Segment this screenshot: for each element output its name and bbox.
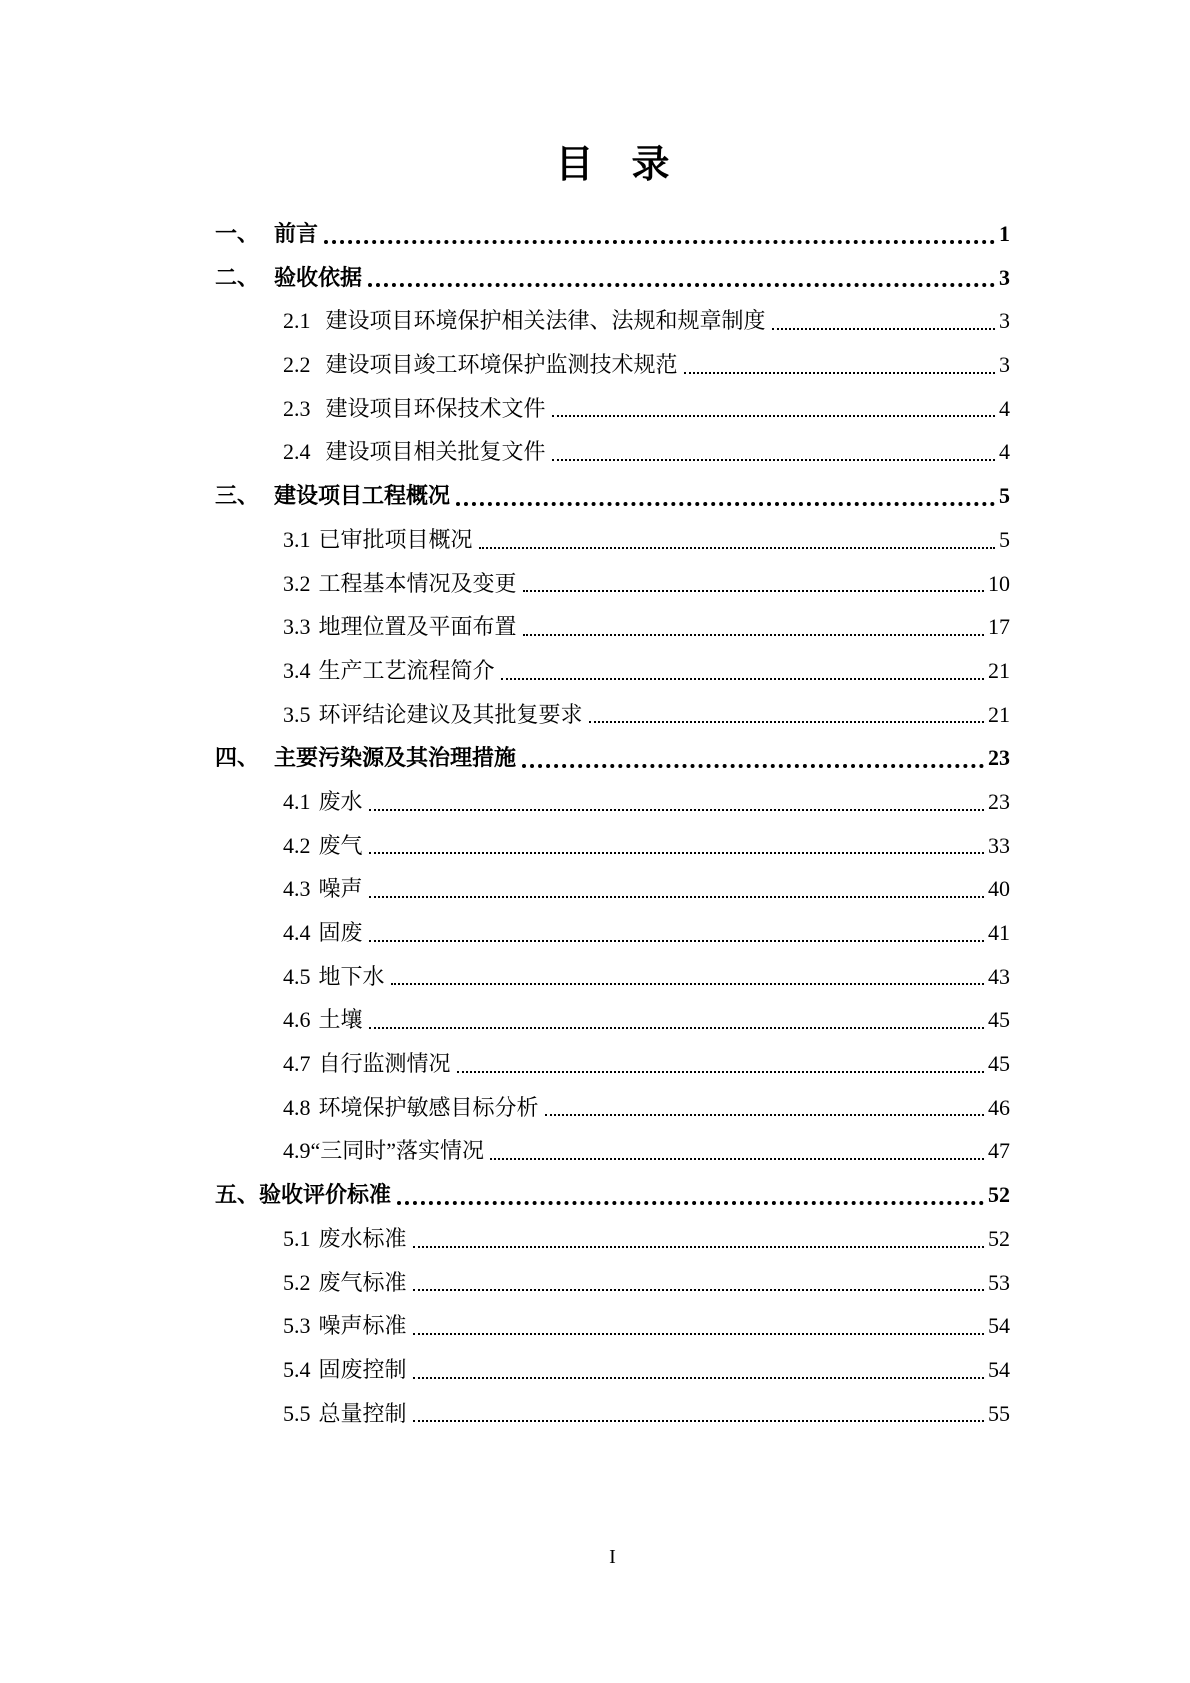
toc-entry-number: 2.1 bbox=[283, 308, 311, 334]
toc-dot-leader bbox=[772, 328, 995, 330]
toc-entry bbox=[215, 430, 1010, 474]
toc-entry-number: 5.1 bbox=[283, 1225, 311, 1251]
toc-entry bbox=[215, 562, 1010, 606]
toc-dot-leader bbox=[369, 1027, 984, 1029]
toc-entry-label: 建设项目环保技术文件 bbox=[325, 395, 546, 421]
toc-entry-label: 环境保护敏感目标分析 bbox=[318, 1094, 539, 1120]
toc-entry bbox=[215, 474, 1010, 518]
toc-entry bbox=[215, 518, 1010, 562]
toc-entry-label: 建设项目环境保护相关法律、法规和规章制度 bbox=[325, 308, 766, 334]
toc-entry-label: 噪声标准 bbox=[318, 1313, 407, 1339]
toc-entry-page: 23 bbox=[988, 745, 1010, 771]
toc-entry-page: 5 bbox=[999, 526, 1010, 552]
toc-dot-leader bbox=[523, 634, 984, 636]
toc-dot-leader bbox=[391, 983, 984, 985]
toc-dot-leader bbox=[413, 1420, 984, 1422]
toc-entry-number: 一、 bbox=[215, 221, 260, 246]
toc-entry-label: 总量控制 bbox=[318, 1400, 407, 1426]
toc-entry-label: 主要污染源及其治理措施 bbox=[274, 745, 517, 771]
toc-dot-leader bbox=[684, 372, 995, 374]
toc-entry-number: 2.4 bbox=[283, 439, 311, 465]
toc-dot-leader bbox=[552, 459, 995, 461]
toc-entry-number: 4.6 bbox=[283, 1007, 311, 1033]
toc-entry-page: 3 bbox=[999, 352, 1010, 378]
toc-entry-page: 23 bbox=[988, 788, 1010, 814]
toc-entry-label: 固废控制 bbox=[318, 1356, 407, 1382]
toc-entry-number: 3.2 bbox=[283, 570, 311, 596]
toc-entry bbox=[215, 1304, 1010, 1348]
toc-dot-leader bbox=[413, 1289, 984, 1291]
toc-entry-label: 噪声 bbox=[318, 876, 363, 902]
toc-entry bbox=[215, 780, 1010, 824]
toc-entry-page: 10 bbox=[988, 570, 1010, 596]
toc-entry-page: 46 bbox=[988, 1094, 1010, 1120]
toc-entry-number: 5.2 bbox=[283, 1269, 311, 1295]
toc-entry-page: 45 bbox=[988, 1007, 1010, 1033]
toc-entry bbox=[215, 1173, 1010, 1217]
toc-entry-page: 45 bbox=[988, 1051, 1010, 1077]
toc-entry-page: 21 bbox=[988, 657, 1010, 683]
toc-entry bbox=[215, 1129, 1010, 1173]
toc-entry bbox=[215, 256, 1010, 300]
toc-dot-leader bbox=[545, 1114, 984, 1116]
toc-dot-leader bbox=[324, 240, 995, 244]
toc-entry bbox=[215, 911, 1010, 955]
toc-entry bbox=[215, 693, 1010, 737]
toc-entry-number: 4.5 bbox=[283, 963, 311, 989]
toc-dot-leader bbox=[523, 590, 984, 592]
toc-entry-number: 3.5 bbox=[283, 701, 311, 727]
toc-entry bbox=[215, 605, 1010, 649]
toc-dot-leader bbox=[490, 1158, 984, 1160]
toc-entry-page: 3 bbox=[999, 264, 1010, 290]
toc-entry-number: 四、 bbox=[215, 745, 260, 771]
toc-dot-leader bbox=[369, 809, 984, 811]
toc-entry-label: 前言 bbox=[274, 221, 319, 246]
toc-entry bbox=[215, 955, 1010, 999]
toc-entry-label: 废水标准 bbox=[318, 1225, 407, 1251]
toc-entry bbox=[215, 1086, 1010, 1130]
toc-entry-number: 4.1 bbox=[283, 788, 311, 814]
toc-entry-page: 4 bbox=[999, 439, 1010, 465]
toc-list bbox=[215, 212, 1010, 1435]
toc-entry-page: 43 bbox=[988, 963, 1010, 989]
toc-entry bbox=[215, 1348, 1010, 1392]
toc-entry-number: 4.7 bbox=[283, 1051, 311, 1077]
page-title: 目 录 bbox=[555, 144, 670, 186]
toc-dot-leader bbox=[413, 1333, 984, 1335]
toc-entry-label: 废气 bbox=[318, 832, 363, 858]
toc-entry bbox=[215, 649, 1010, 693]
toc-entry bbox=[215, 387, 1010, 431]
toc-dot-leader bbox=[501, 678, 984, 680]
toc-entry-number: 4.3 bbox=[283, 876, 311, 902]
toc-dot-leader bbox=[479, 547, 995, 549]
toc-entry-label: 工程基本情况及变更 bbox=[318, 570, 517, 596]
toc-entry-page: 53 bbox=[988, 1269, 1010, 1295]
toc-entry-label: 环评结论建议及其批复要求 bbox=[318, 701, 583, 727]
toc-entry-page: 3 bbox=[999, 308, 1010, 334]
toc-entry-label: 地下水 bbox=[318, 963, 385, 989]
toc-entry bbox=[215, 998, 1010, 1042]
toc-entry-label: “三同时”落实情况 bbox=[310, 1138, 485, 1164]
toc-dot-leader bbox=[456, 502, 995, 506]
toc-entry-page: 1 bbox=[999, 221, 1010, 246]
toc-dot-leader bbox=[522, 764, 984, 768]
toc-entry bbox=[215, 299, 1010, 343]
toc-entry-page: 4 bbox=[999, 395, 1010, 421]
toc-entry-label: 验收评价标准 bbox=[259, 1182, 392, 1208]
toc-entry bbox=[215, 1392, 1010, 1436]
toc-entry-number: 3.1 bbox=[283, 526, 311, 552]
toc-entry bbox=[215, 867, 1010, 911]
toc-dot-leader bbox=[369, 940, 984, 942]
toc-dot-leader bbox=[369, 852, 984, 854]
toc-entry-label: 废水 bbox=[318, 788, 363, 814]
toc-entry-page: 17 bbox=[988, 614, 1010, 640]
toc-entry-number: 2.2 bbox=[283, 352, 311, 378]
toc-entry-label: 验收依据 bbox=[274, 264, 363, 290]
toc-entry-number: 三、 bbox=[215, 483, 260, 509]
toc-entry-number: 2.3 bbox=[283, 395, 311, 421]
toc-entry bbox=[215, 824, 1010, 868]
toc-entry-number: 3.3 bbox=[283, 614, 311, 640]
toc-dot-leader bbox=[369, 896, 984, 898]
toc-entry bbox=[215, 1042, 1010, 1086]
toc-entry bbox=[215, 343, 1010, 387]
toc-entry-label: 废气标准 bbox=[318, 1269, 407, 1295]
toc-dot-leader bbox=[552, 415, 995, 417]
toc-entry-page: 21 bbox=[988, 701, 1010, 727]
toc-dot-leader bbox=[368, 283, 995, 287]
toc-entry-page: 52 bbox=[988, 1225, 1010, 1251]
toc-entry-number: 4.4 bbox=[283, 920, 311, 945]
toc-dot-leader bbox=[413, 1377, 984, 1379]
toc-dot-leader bbox=[589, 721, 984, 723]
toc-entry-number: 3.4 bbox=[283, 657, 311, 683]
toc-entry-label: 地理位置及平面布置 bbox=[318, 614, 517, 640]
toc-entry-label: 建设项目竣工环境保护监测技术规范 bbox=[325, 352, 678, 378]
toc-entry-page: 54 bbox=[988, 1313, 1010, 1339]
toc-entry-number: 4.9 bbox=[283, 1138, 311, 1164]
toc-entry-number: 二、 bbox=[215, 264, 260, 290]
toc-entry-number: 4.2 bbox=[283, 832, 311, 858]
toc-entry bbox=[215, 1217, 1010, 1261]
toc-entry-page: 41 bbox=[988, 920, 1010, 945]
toc-dot-leader bbox=[413, 1246, 984, 1248]
toc-dot-leader bbox=[397, 1201, 984, 1205]
page-number-footer: I bbox=[609, 1546, 616, 1568]
toc-entry-label: 自行监测情况 bbox=[318, 1051, 451, 1077]
toc-dot-leader bbox=[457, 1071, 984, 1073]
toc-entry-number: 4.8 bbox=[283, 1094, 311, 1120]
toc-entry-number: 5.3 bbox=[283, 1313, 311, 1339]
toc-entry-label: 生产工艺流程简介 bbox=[318, 657, 495, 683]
toc-entry bbox=[215, 1261, 1010, 1305]
toc-entry-number: 5.4 bbox=[283, 1356, 311, 1382]
toc-entry-page: 54 bbox=[988, 1356, 1010, 1382]
toc-entry-page: 5 bbox=[999, 483, 1010, 509]
toc-entry-label: 固废 bbox=[318, 920, 363, 945]
toc-entry bbox=[215, 736, 1010, 780]
toc-entry-number: 5.5 bbox=[283, 1400, 311, 1426]
toc-entry-label: 土壤 bbox=[318, 1007, 363, 1033]
toc-entry-page: 40 bbox=[988, 876, 1010, 902]
toc-entry-page: 52 bbox=[988, 1182, 1010, 1208]
toc-entry-page: 33 bbox=[988, 832, 1010, 858]
toc-entry-page: 55 bbox=[988, 1400, 1010, 1426]
toc-entry-label: 建设项目工程概况 bbox=[274, 483, 451, 509]
toc-entry-number: 五、 bbox=[215, 1182, 260, 1208]
toc-entry-label: 已审批项目概况 bbox=[318, 526, 473, 552]
toc-entry bbox=[215, 212, 1010, 256]
toc-entry-label: 建设项目相关批复文件 bbox=[325, 439, 546, 465]
toc-entry-page: 47 bbox=[988, 1138, 1010, 1164]
